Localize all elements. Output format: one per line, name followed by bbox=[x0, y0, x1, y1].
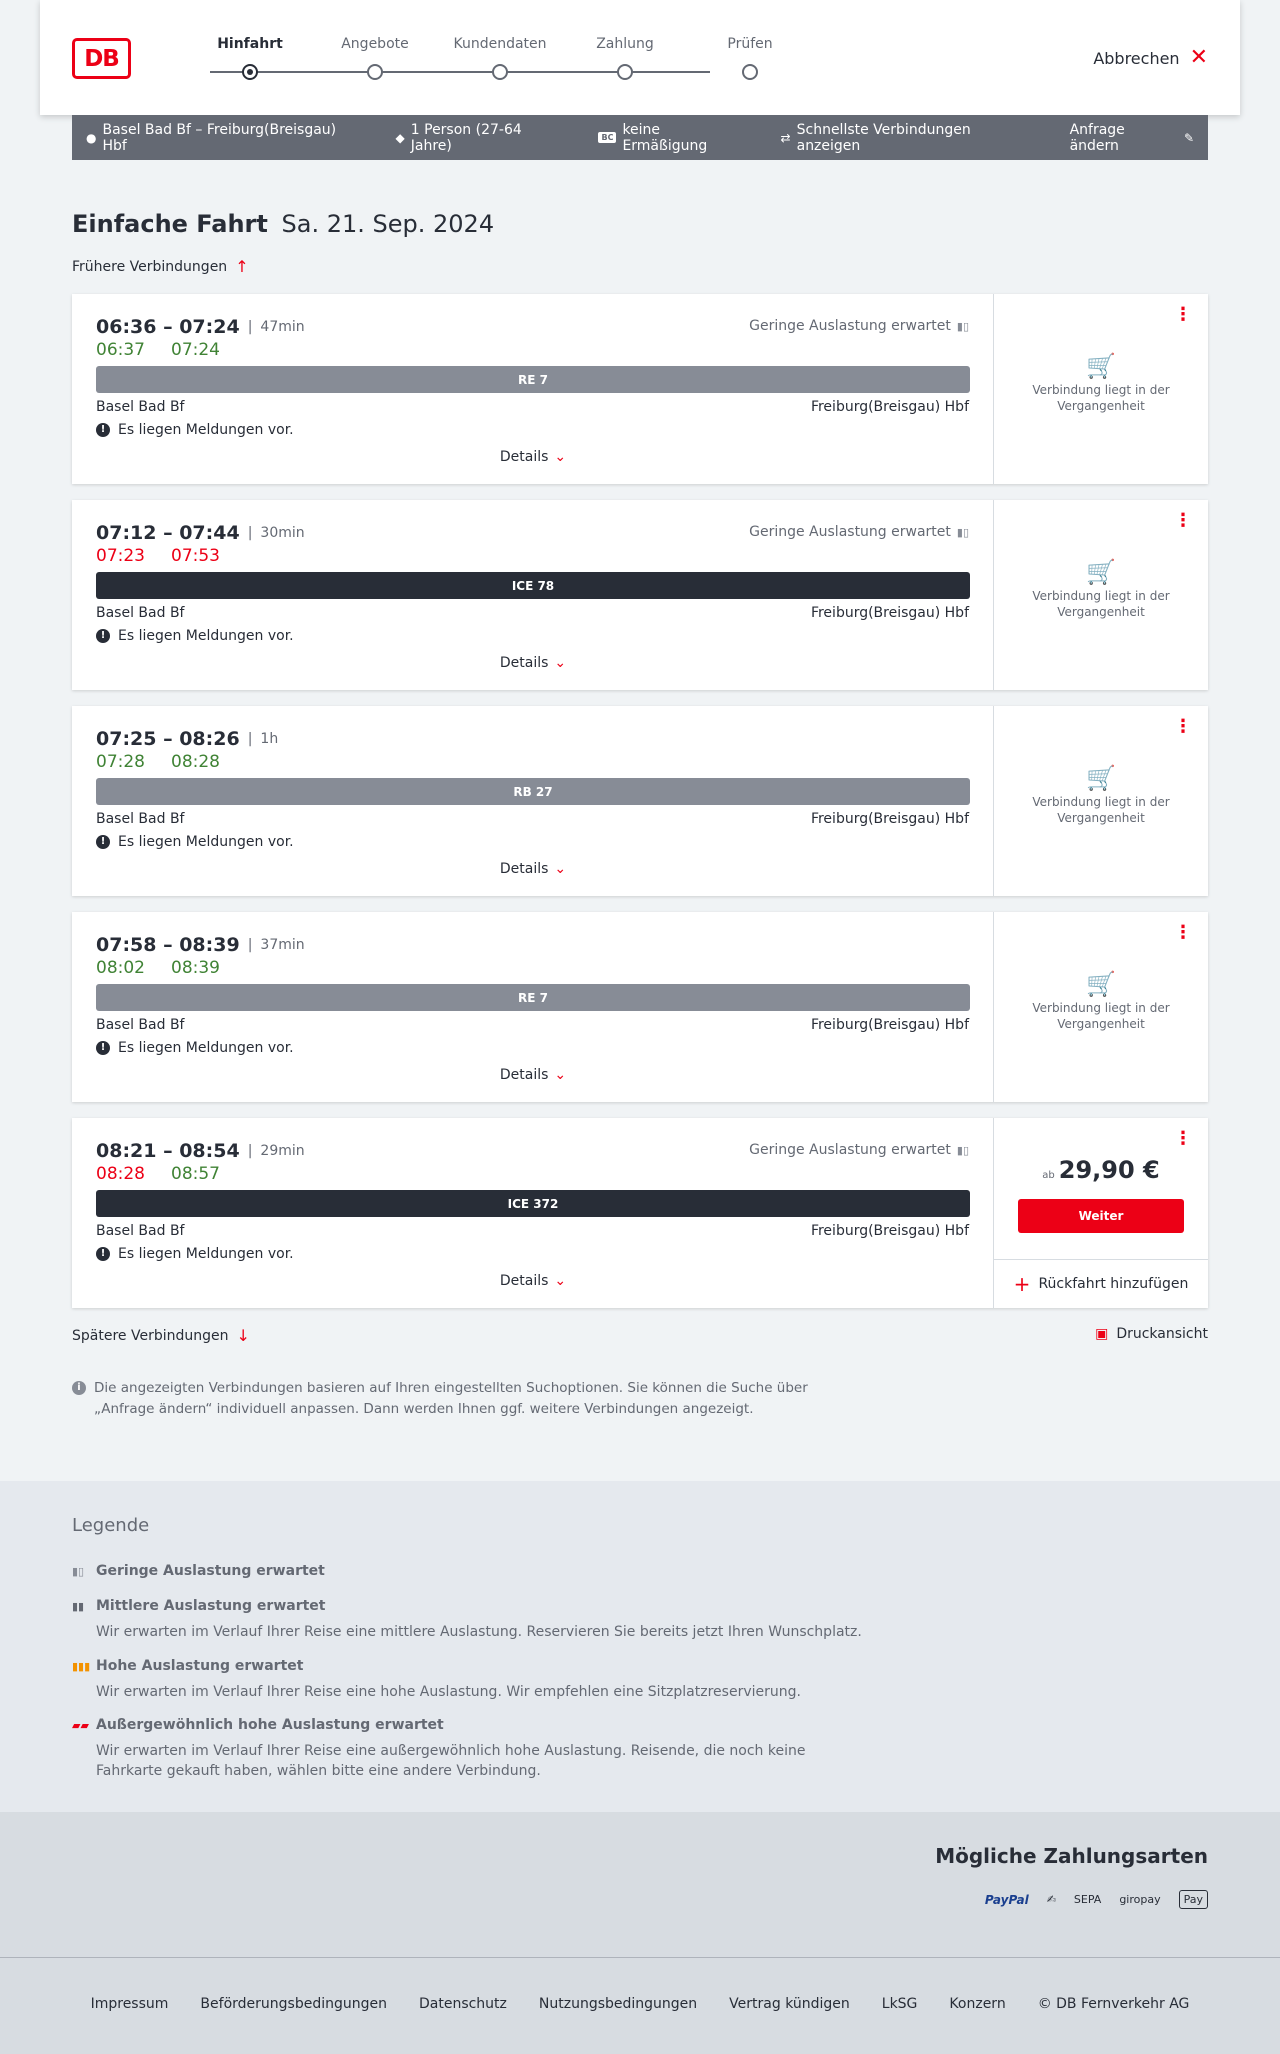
alert-icon: ! bbox=[96, 1041, 110, 1055]
alert-icon: ! bbox=[96, 423, 110, 437]
duration: 37min bbox=[260, 937, 305, 953]
planned-time-range: 07:25 – 08:26 bbox=[96, 728, 240, 750]
separator: | bbox=[247, 525, 253, 541]
print-label: Druckansicht bbox=[1116, 1326, 1208, 1342]
footer-link-impressum[interactable]: Impressum bbox=[90, 1996, 169, 2012]
travellers-text: 1 Person (27-64 Jahre) bbox=[410, 121, 522, 154]
occupancy-info bbox=[749, 524, 969, 540]
info-note-text: Die angezeigten Verbindungen basieren auf Ihren eingestellten Suchoptionen. Sie können die Suche über „Anfrage ändern“ individuell anpassen. Dann werden Ihnen ggf. weitere Verbindungen angezeigt. bbox=[94, 1380, 808, 1417]
summary-option bbox=[781, 122, 1038, 154]
details-label: Details bbox=[499, 861, 549, 877]
summary-travellers bbox=[396, 122, 567, 154]
occupancy-text: Geringe Auslastung erwartet bbox=[749, 318, 951, 334]
separator: | bbox=[247, 319, 253, 335]
more-options-icon[interactable]: ⋮ bbox=[1174, 304, 1192, 325]
alert-icon: ! bbox=[96, 835, 110, 849]
footer-link-konzern[interactable]: Konzern bbox=[949, 1996, 1006, 2012]
more-options-icon[interactable]: ⋮ bbox=[1174, 1128, 1192, 1149]
footer-links bbox=[0, 1996, 1280, 2012]
details-toggle[interactable] bbox=[72, 861, 994, 877]
arrow-up-icon: ↑ bbox=[235, 257, 249, 276]
legend-item-extreme bbox=[72, 1717, 872, 1781]
planned-time-range: 08:21 – 08:54 bbox=[96, 1140, 240, 1162]
cart-unavailable-icon: 🛒 bbox=[1086, 352, 1116, 380]
past-connection-text: Verbindung liegt in der Vergangenheit bbox=[1032, 1001, 1170, 1031]
cart-unavailable-icon: 🛒 bbox=[1086, 970, 1116, 998]
offer-panel bbox=[994, 294, 1208, 484]
past-connection-text: Verbindung liegt in der Vergangenheit bbox=[1032, 589, 1170, 619]
cancel-label: Abbrechen bbox=[1093, 48, 1180, 68]
details-toggle[interactable] bbox=[72, 1273, 994, 1289]
discount-text: keine Ermäßigung bbox=[622, 121, 708, 154]
plus-icon: + bbox=[1013, 1272, 1031, 1296]
arrival-station: Freiburg(Breisgau) Hbf bbox=[810, 811, 969, 827]
cart-unavailable-icon: 🛒 bbox=[1086, 764, 1116, 792]
messages-notice bbox=[96, 1246, 294, 1262]
footer-copyright: © DB Fernverkehr AG bbox=[1037, 1996, 1190, 2012]
occupancy-low-icon: ▮▯ bbox=[956, 319, 969, 333]
payment-icons bbox=[985, 1890, 1208, 1909]
route-text: Basel Bad Bf – Freiburg(Breisgau) Hbf bbox=[102, 121, 337, 154]
duration: 1h bbox=[260, 731, 279, 747]
details-toggle[interactable] bbox=[72, 449, 994, 465]
arrival-station: Freiburg(Breisgau) Hbf bbox=[810, 605, 969, 621]
realtime-departure: 07:23 bbox=[96, 546, 145, 566]
occupancy-info bbox=[749, 318, 969, 334]
more-options-icon[interactable]: ⋮ bbox=[1174, 922, 1192, 943]
occupancy-text: Geringe Auslastung erwartet bbox=[749, 1142, 951, 1158]
add-return-label: Rückfahrt hinzufügen bbox=[1038, 1276, 1189, 1292]
pencil-icon: ✎ bbox=[1183, 130, 1194, 145]
footer-link-lksg[interactable]: LkSG bbox=[881, 1996, 918, 2012]
arrival-station: Freiburg(Breisgau) Hbf bbox=[810, 399, 969, 415]
sepa-icon: SEPA bbox=[1073, 1893, 1102, 1906]
close-icon: ✕ bbox=[1189, 45, 1208, 70]
bahncard-icon: BC bbox=[598, 132, 616, 143]
offer-panel bbox=[994, 1118, 1208, 1308]
departure-station: Basel Bad Bf bbox=[96, 1017, 185, 1033]
message-text: Es liegen Meldungen vor. bbox=[118, 628, 294, 644]
offer-panel bbox=[994, 706, 1208, 896]
option-text: Schnellste Verbindungen anzeigen bbox=[796, 121, 971, 154]
train-bar[interactable]: RE 7 bbox=[96, 366, 970, 393]
footer-link-befoerderung[interactable]: Beförderungsbedingungen bbox=[200, 1996, 387, 2012]
realtime-times bbox=[96, 546, 220, 566]
db-logo[interactable]: DB bbox=[72, 38, 131, 79]
occupancy-low-icon: ▮▯ bbox=[956, 525, 969, 539]
legend-label: Hohe Auslastung erwartet bbox=[96, 1658, 304, 1674]
more-options-icon[interactable]: ⋮ bbox=[1174, 716, 1192, 737]
planned-times bbox=[96, 522, 305, 544]
print-view-link[interactable] bbox=[1095, 1326, 1208, 1342]
step-label: Kundendaten bbox=[453, 36, 547, 52]
step-dot-active bbox=[242, 64, 258, 80]
price-value: 29,90 € bbox=[1058, 1156, 1160, 1184]
planned-times bbox=[96, 316, 305, 338]
giropay-icon: giropay bbox=[1119, 1893, 1161, 1906]
chevron-down-icon: ⌄ bbox=[554, 449, 567, 465]
arrival-station: Freiburg(Breisgau) Hbf bbox=[810, 1223, 969, 1239]
legend-title: Legende bbox=[72, 1515, 150, 1536]
connection-card[interactable] bbox=[72, 294, 1208, 484]
swap-arrows-icon: ⇄ bbox=[780, 130, 791, 145]
summary-route bbox=[86, 122, 364, 154]
footer-link-nutzung[interactable]: Nutzungsbedingungen bbox=[538, 1996, 698, 2012]
step-dot bbox=[742, 64, 758, 80]
messages-notice bbox=[96, 422, 294, 438]
realtime-departure: 08:02 bbox=[96, 958, 145, 978]
info-icon: i bbox=[72, 1381, 86, 1395]
chevron-down-icon: ⌄ bbox=[554, 861, 567, 877]
occupancy-low-icon: ▮▯ bbox=[72, 1564, 85, 1578]
step-dot bbox=[492, 64, 508, 80]
chevron-down-icon: ⌄ bbox=[554, 1273, 567, 1289]
realtime-times bbox=[96, 1164, 220, 1184]
departure-station: Basel Bad Bf bbox=[96, 605, 185, 621]
price-prefix: ab bbox=[1042, 1170, 1055, 1181]
apple-pay-icon bbox=[1179, 1890, 1208, 1909]
apple-pay-label: Pay bbox=[1183, 1893, 1203, 1906]
departure-station: Basel Bad Bf bbox=[96, 811, 185, 827]
train-bar[interactable]: ICE 372 bbox=[96, 1190, 970, 1217]
legend-label: Mittlere Auslastung erwartet bbox=[96, 1598, 326, 1614]
location-pin-icon: ● bbox=[86, 130, 97, 145]
step-dot bbox=[367, 64, 383, 80]
details-label: Details bbox=[499, 449, 549, 465]
search-summary-bar bbox=[72, 115, 1208, 160]
page-title bbox=[72, 210, 494, 238]
separator: | bbox=[247, 731, 253, 747]
site-footer bbox=[0, 1957, 1280, 2054]
past-connection-text: Verbindung liegt in der Vergangenheit bbox=[1032, 795, 1170, 825]
payment-methods-section bbox=[0, 1812, 1280, 1957]
messages-notice bbox=[96, 834, 294, 850]
paypal-icon: PayPal bbox=[984, 1892, 1029, 1907]
details-label: Details bbox=[499, 655, 549, 671]
realtime-arrival: 07:53 bbox=[171, 546, 220, 566]
duration: 29min bbox=[260, 1143, 305, 1159]
realtime-departure: 07:28 bbox=[96, 752, 145, 772]
edit-request-button[interactable] bbox=[1070, 122, 1194, 154]
step-dot bbox=[617, 64, 633, 80]
realtime-arrival: 07:24 bbox=[171, 340, 220, 360]
past-connection-notice bbox=[994, 970, 1208, 1032]
past-connection-notice bbox=[994, 352, 1208, 414]
realtime-arrival: 08:28 bbox=[171, 752, 220, 772]
later-connections-link[interactable] bbox=[72, 1326, 250, 1345]
occupancy-low-icon: ▮▯ bbox=[956, 1143, 969, 1157]
footer-link-datenschutz[interactable]: Datenschutz bbox=[418, 1996, 507, 2012]
separator: | bbox=[247, 937, 253, 953]
step-label: Angebote bbox=[341, 36, 409, 52]
payment-title: Mögliche Zahlungsarten bbox=[935, 1844, 1208, 1868]
offer-panel bbox=[994, 500, 1208, 690]
details-toggle[interactable] bbox=[72, 655, 994, 671]
add-return-trip-button[interactable] bbox=[994, 1259, 1208, 1308]
chevron-down-icon: ⌄ bbox=[554, 655, 567, 671]
realtime-departure: 08:28 bbox=[96, 1164, 145, 1184]
planned-times bbox=[96, 934, 305, 956]
realtime-times bbox=[96, 958, 220, 978]
message-text: Es liegen Meldungen vor. bbox=[118, 834, 294, 850]
message-text: Es liegen Meldungen vor. bbox=[118, 1040, 294, 1056]
continue-button[interactable]: Weiter bbox=[1018, 1199, 1184, 1233]
connection-main bbox=[72, 706, 994, 896]
train-bar[interactable]: RB 27 bbox=[96, 778, 970, 805]
legend-desc: Wir erwarten im Verlauf Ihrer Reise eine hohe Auslastung. Wir empfehlen eine Sitzplatzreservierung. bbox=[96, 1684, 801, 1700]
planned-time-range: 07:12 – 07:44 bbox=[96, 522, 240, 544]
legend-label: Außergewöhnlich hohe Auslastung erwartet bbox=[96, 1717, 444, 1733]
more-options-icon[interactable]: ⋮ bbox=[1174, 510, 1192, 531]
past-connection-notice bbox=[994, 764, 1208, 826]
separator: | bbox=[247, 1143, 253, 1159]
realtime-arrival: 08:57 bbox=[171, 1164, 220, 1184]
planned-times bbox=[96, 1140, 305, 1162]
occupancy-extreme-icon: ▰▰ bbox=[72, 1718, 89, 1732]
cancel-button[interactable] bbox=[1093, 47, 1208, 69]
earlier-label: Frühere Verbindungen bbox=[72, 258, 228, 275]
realtime-times bbox=[96, 752, 220, 772]
summary-discount bbox=[598, 122, 748, 154]
connection-card[interactable] bbox=[72, 912, 1208, 1102]
realtime-times bbox=[96, 340, 220, 360]
alert-icon: ! bbox=[96, 1247, 110, 1261]
legend-desc: Wir erwarten im Verlauf Ihrer Reise eine mittlere Auslastung. Reservieren Sie bereits jetzt Ihren Wunschplatz. bbox=[96, 1624, 862, 1640]
step-label: Prüfen bbox=[727, 36, 773, 52]
message-text: Es liegen Meldungen vor. bbox=[118, 422, 294, 438]
person-icon: ◆ bbox=[395, 130, 405, 145]
legend-item-low bbox=[72, 1563, 872, 1579]
arrow-down-icon: ↓ bbox=[236, 1326, 250, 1345]
details-label: Details bbox=[499, 1067, 549, 1083]
connection-main bbox=[72, 1118, 994, 1308]
realtime-departure: 06:37 bbox=[96, 340, 145, 360]
legend-desc: Wir erwarten im Verlauf Ihrer Reise eine außergewöhnlich hohe Auslastung. Reisende, die noch keine Fahrkarte gekauft haben, wählen bitte eine andere Verbindung. bbox=[96, 1743, 806, 1779]
connection-card[interactable] bbox=[72, 1118, 1208, 1308]
arrival-station: Freiburg(Breisgau) Hbf bbox=[810, 1017, 969, 1033]
travel-date: Sa. 21. Sep. 2024 bbox=[281, 210, 495, 238]
occupancy-medium-icon: ▮▮ bbox=[72, 1599, 85, 1613]
alert-icon: ! bbox=[96, 629, 110, 643]
realtime-arrival: 08:39 bbox=[171, 958, 220, 978]
past-connection-text: Verbindung liegt in der Vergangenheit bbox=[1032, 383, 1170, 413]
planned-times bbox=[96, 728, 278, 750]
occupancy-info bbox=[749, 1142, 969, 1158]
duration: 30min bbox=[260, 525, 305, 541]
legend-section bbox=[0, 1481, 1280, 1812]
step-label: Zahlung bbox=[596, 36, 654, 52]
footer-link-kuendigen[interactable]: Vertrag kündigen bbox=[729, 1996, 850, 2012]
planned-time-range: 07:58 – 08:39 bbox=[96, 934, 240, 956]
connection-main bbox=[72, 500, 994, 690]
occupancy-high-icon: ▮▮▮ bbox=[72, 1659, 91, 1673]
cart-unavailable-icon: 🛒 bbox=[1086, 558, 1116, 586]
legend-label: Geringe Auslastung erwartet bbox=[96, 1563, 325, 1579]
credit-card-icon: ✍ bbox=[1046, 1893, 1056, 1906]
connection-main bbox=[72, 912, 994, 1102]
connection-card[interactable] bbox=[72, 500, 1208, 690]
planned-time-range: 06:36 – 07:24 bbox=[96, 316, 240, 338]
offer-panel bbox=[994, 912, 1208, 1102]
search-info-note bbox=[72, 1378, 862, 1420]
step-label: Hinfahrt bbox=[217, 36, 283, 52]
later-label: Spätere Verbindungen bbox=[72, 1327, 229, 1344]
legend-item-high bbox=[72, 1658, 872, 1702]
past-connection-notice bbox=[994, 558, 1208, 620]
connection-card[interactable] bbox=[72, 706, 1208, 896]
legend-item-medium bbox=[72, 1598, 872, 1642]
messages-notice bbox=[96, 628, 294, 644]
chevron-down-icon: ⌄ bbox=[554, 1067, 567, 1083]
booking-header bbox=[40, 0, 1240, 115]
occupancy-text: Geringe Auslastung erwartet bbox=[749, 524, 951, 540]
trip-type: Einfache Fahrt bbox=[72, 210, 268, 238]
details-label: Details bbox=[499, 1273, 549, 1289]
price bbox=[994, 1156, 1208, 1184]
connection-main bbox=[72, 294, 994, 484]
details-toggle[interactable] bbox=[72, 1067, 994, 1083]
printer-icon: ▣ bbox=[1095, 1326, 1109, 1342]
duration: 47min bbox=[260, 319, 305, 335]
train-bar[interactable]: ICE 78 bbox=[96, 572, 970, 599]
message-text: Es liegen Meldungen vor. bbox=[118, 1246, 294, 1262]
progress-line bbox=[210, 71, 710, 73]
messages-notice bbox=[96, 1040, 294, 1056]
earlier-connections-link[interactable] bbox=[72, 257, 249, 276]
departure-station: Basel Bad Bf bbox=[96, 1223, 185, 1239]
edit-request-label: Anfrage ändern bbox=[1069, 121, 1125, 154]
departure-station: Basel Bad Bf bbox=[96, 399, 185, 415]
train-bar[interactable]: RE 7 bbox=[96, 984, 970, 1011]
